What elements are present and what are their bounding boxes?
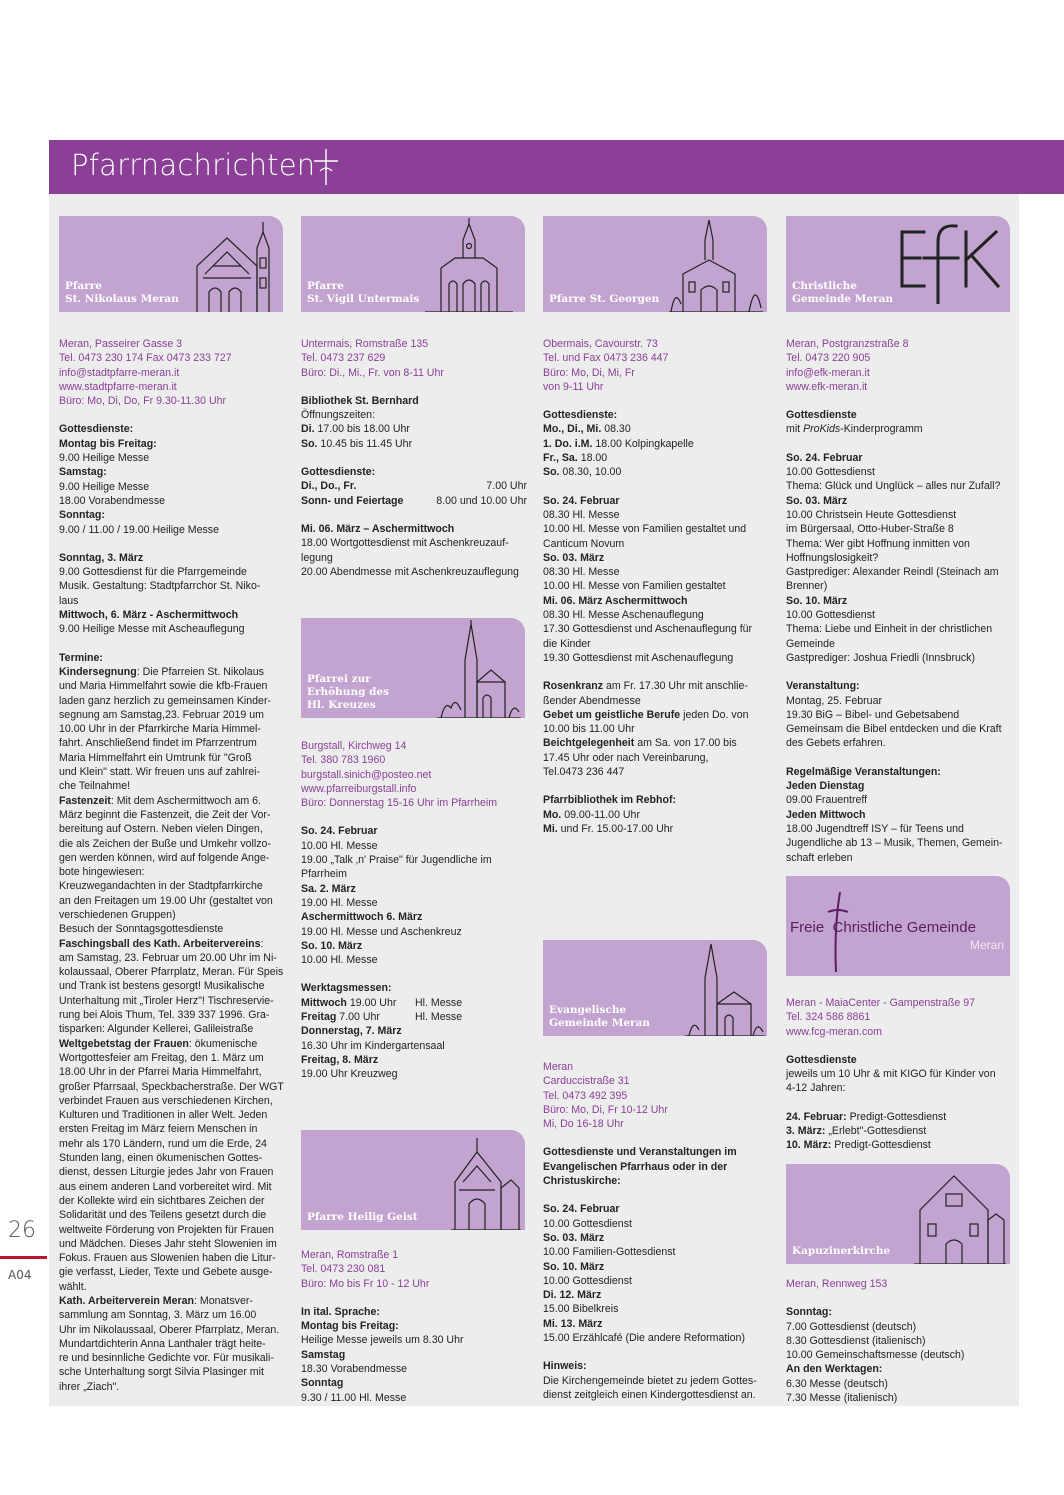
- website-link[interactable]: www.pfarreiburgstall.info: [301, 782, 417, 795]
- text-line: 10.00 Hl. Messe von Familien gestaltet: [543, 580, 726, 593]
- text-line: 8.30 Gottesdienst (italienisch): [786, 1334, 926, 1347]
- text-line: Mittwoch 19.00 Uhr Hl. Messe: [301, 996, 463, 1009]
- website-link[interactable]: www.stadtpfarre-meran.it: [59, 380, 177, 393]
- date-heading: Aschermittwoch 6. März: [301, 911, 423, 924]
- text-line: 19.00 Uhr Kreuzweg: [301, 1068, 398, 1081]
- website-link[interactable]: www.efk-meran.it: [786, 380, 868, 393]
- contact-line: Tel. 0473 220 905: [786, 352, 871, 365]
- text-line: mehr als 170 Ländern, rund um die Erde, 24: [59, 1137, 267, 1150]
- church-drawing-icon: [685, 942, 765, 1036]
- date-heading: Mi. 13. März: [543, 1317, 603, 1330]
- text-line: im Bürgersaal, Otto-Huber-Straße 8: [786, 523, 954, 536]
- text-line: 17.45 Uhr oder nach Vereinbarung,: [543, 751, 709, 764]
- text-line: Gebet um geistliche Berufe jeden Do. von: [543, 708, 749, 721]
- section-heading: Bibliothek St. Bernhard: [301, 394, 419, 407]
- contact-line: Büro: Donnerstag 15-16 Uhr im Pfarrheim: [301, 797, 498, 810]
- text-line: 19.00 „Talk ‚n' Praise" für Jugendliche im: [301, 854, 492, 867]
- text-line: 15.00 Erzählcafé (Die andere Reformation): [543, 1332, 745, 1345]
- date-heading: So. 03. März: [543, 551, 605, 564]
- contact-line: Tel. 0473 230 174 Fax 0473 233 727: [59, 352, 232, 365]
- parish-box-st-vigil: [301, 216, 525, 312]
- text-line: Beichtgelegenheit am Sa. von 17.00 bis: [543, 737, 737, 750]
- text-line: 19.30 Gottesdienst mit Aschenauflegung: [543, 651, 734, 664]
- efk-logo: [894, 220, 1006, 304]
- date-heading: So. 10. März: [786, 594, 848, 607]
- text-line: am Samstag, 23. Februar um 20.00 Uhr im Ni-: [59, 951, 277, 964]
- email-link[interactable]: info@efk-meran.it: [786, 366, 870, 379]
- text-line: 08.30 Hl. Messe Aschenauflegung: [543, 609, 704, 622]
- day-heading: Montag bis Freitag:: [301, 1320, 399, 1333]
- parish-box-fcg: [786, 876, 1010, 976]
- col2-text-c: [301, 1248, 527, 1405]
- text-line: 19.00 Hl. Messe und Aschenkreuz: [301, 925, 462, 938]
- day-heading: Samstag: [301, 1348, 346, 1361]
- text-line: Weltgebetstag der Frauen: ökumenische: [59, 1037, 258, 1050]
- text-line: Öffnungszeiten:: [301, 409, 376, 422]
- text-line: und Maria Himmelfahrt sowie die kfb-Frauen: [59, 680, 268, 693]
- parish-name: Kapuzinerkirche: [792, 1245, 891, 1257]
- date-heading: Mi. 06. März – Aschermittwoch: [301, 522, 455, 535]
- text-line: laus: [59, 594, 79, 607]
- text-line: 10.00 Hl. Messe: [301, 839, 378, 852]
- date-heading: So. 24. Februar: [301, 825, 378, 838]
- text-line: an den Freitagen um 19.00 Uhr (gestaltet von: [59, 894, 273, 907]
- parish-box-st-nikolaus: [59, 216, 283, 312]
- text-line: Thema: Wer gibt Hoffnung inmitten von: [786, 537, 970, 550]
- text-line: Kath. Arbeiterverein Meran: Monatsver-: [59, 1295, 253, 1307]
- day-heading: Jeden Dienstag: [786, 780, 865, 793]
- date-heading: Di. 12. März: [543, 1289, 602, 1302]
- text-line: die als Zeichen der Buße und Umkehr vollzo-: [59, 837, 271, 850]
- cross-icon: [311, 149, 341, 185]
- col1-text: [59, 337, 291, 1394]
- text-line: legung: [301, 551, 333, 564]
- parish-name: Pfarre St. Georgen: [549, 293, 660, 305]
- text-line: 10.00 Gottesdienst: [786, 466, 875, 479]
- text-line: Pfarrheim: [301, 868, 347, 881]
- church-drawing-icon: [669, 218, 763, 312]
- text-line: 10.00 Hl. Messe von Familien gestaltet und: [543, 523, 747, 536]
- section-heading: Gottesdienste: [786, 409, 857, 422]
- text-line: 18.30 Vorabendmesse: [301, 1363, 408, 1376]
- text-line: dienst zeitgleich einen Kindergottesdienst an.: [543, 1388, 756, 1401]
- church-drawing-icon: [914, 1166, 1006, 1264]
- item-heading: Kindersegnung: [59, 665, 137, 678]
- text-line: 10.00 Familien-Gottesdienst: [543, 1246, 676, 1259]
- parish-name: Pfarre Heilig Geist: [307, 1211, 418, 1223]
- contact-line: Büro: Di., Mi., Fr. von 8-11 Uhr: [301, 366, 444, 379]
- col3-text-b: [543, 1060, 771, 1402]
- parish-box-st-georgen: [543, 216, 767, 312]
- date-heading: So. 03. März: [786, 494, 848, 507]
- date-heading: So. 24. Februar: [543, 494, 620, 507]
- text-line: ersten Freitag im März feiern Menschen in: [59, 1123, 258, 1136]
- text-line: 09.00 Frauentreff: [786, 794, 868, 807]
- parish-name: Christliche Gemeinde Meran: [792, 280, 894, 305]
- contact-line: Meran, Passeirer Gasse 3: [59, 338, 183, 350]
- church-drawing-icon: [419, 218, 519, 312]
- text-line: Hoffnungslosigkeit?: [786, 551, 879, 564]
- text-line: 9.30 / 11.00 Hl. Messe: [301, 1391, 407, 1404]
- section-heading: Hinweis:: [543, 1360, 587, 1373]
- text-line: 18.00 Uhr in der Pfarrei Maria Himmelfahrt,: [59, 1066, 262, 1079]
- text-line: 19.00 Hl. Messe: [301, 896, 378, 909]
- day-heading: Sonntag: [301, 1377, 344, 1390]
- text-line: bereitung auf Ostern. Neben vielen Dingen,: [59, 823, 263, 836]
- section-heading: Termine:: [59, 651, 103, 664]
- parish-name: Pfarre St. Nikolaus Meran: [65, 280, 179, 305]
- text-line: März beginnt die Fastenzeit, die Zeit der Vor-: [59, 808, 271, 821]
- text-line: Besuch der Sonntagsgottesdienste: [59, 923, 224, 936]
- text-line: weltweite Förderung von Projekten für Frauen: [59, 1223, 274, 1236]
- section-heading: Pfarrbibliothek im Rebhof:: [543, 794, 677, 807]
- text-line: Gastprediger: Alexander Reindl (Steinach am: [786, 566, 999, 579]
- text-line: Di. 17.00 bis 18.00 Uhr: [301, 423, 410, 436]
- text-line: gen werden können, wird auf folgende Ange-: [59, 851, 270, 864]
- schedule-row: Di., Do., Fr. 7.00 Uhr: [301, 480, 527, 493]
- text-line: tisparken: Algunder Kellerei, Galileistraße: [59, 1023, 254, 1036]
- email-link[interactable]: burgstall.sinich@posteo.net: [301, 768, 432, 781]
- text-line: Musik. Gestaltung: Stadtpfarrchor St. Niko-: [59, 580, 261, 593]
- text-line: des Gebets erfahren.: [786, 737, 886, 750]
- text-line: Mi. und Fr. 15.00-17.00 Uhr: [543, 822, 674, 835]
- text-line: 16.30 Uhr im Kindergartensaal: [301, 1039, 445, 1052]
- text-line: rung bei Alois Thum, Tel. 339 337 1996. Gra-: [59, 1009, 270, 1022]
- schedule-line: 9.00 / 11.00 / 19.00 Heilige Messe: [59, 523, 219, 536]
- text-line: Uhr im Nikolaussaal, Oberer Pfarrplatz, Meran.: [59, 1323, 280, 1336]
- col4-text-c: [786, 1277, 1018, 1405]
- text-line: Die Kirchengemeinde bietet zu jedem Gottes-: [543, 1374, 757, 1387]
- text-line: sche Unterhaltung sorgt Silvia Plasinger mit: [59, 1366, 264, 1379]
- contact-line: Carduccistraße 31: [543, 1075, 630, 1088]
- text-line: 10.00 Gottesdienst: [786, 609, 875, 622]
- text-line: bote hingewiesen:: [59, 866, 145, 879]
- text-line: Kindersegnung: Die Pfarreien St. Nikolaus: [59, 665, 264, 678]
- contact-line: Büro: Mo, Di, Mi, Fr: [543, 366, 635, 379]
- contact-line: Untermais, Romstraße 135: [301, 338, 429, 350]
- text-line: Heilige Messe jeweils um 8.30 Uhr: [301, 1334, 464, 1347]
- text-line: Thema: Glück und Unglück – alles nur Zufall?: [786, 480, 1001, 493]
- text-line: ihrer „Ziach".: [59, 1380, 120, 1393]
- text-line: Maria Himmelfahrt ein Umtrunk für "Groß: [59, 751, 252, 764]
- text-line: 10.00 Gottesdienst: [543, 1274, 632, 1287]
- page-number-rule: [0, 1256, 47, 1259]
- parish-name: Pfarrei zur Erhöhung des Hl. Kreuzes: [307, 673, 390, 711]
- col3-text-a: [543, 337, 771, 836]
- text-line: Kulturen und Traditionen in aller Welt. Jeden: [59, 1109, 268, 1122]
- page-number: 26: [8, 1218, 36, 1243]
- section-heading: Gottesdienste:: [59, 423, 134, 436]
- date-heading: Sa. 2. März: [301, 882, 356, 895]
- date-heading: So. 24. Februar: [543, 1203, 620, 1216]
- contact-line: Meran, Rennweg 153: [786, 1278, 888, 1290]
- item-heading: Fastenzeit: [59, 794, 111, 807]
- text-line: Mo. 09.00-11.00 Uhr: [543, 808, 640, 821]
- col2-text-b: [301, 739, 527, 1082]
- text-line: Gastprediger: Joshua Friedli (Innsbruck): [786, 651, 976, 664]
- day-heading: Montag bis Freitag:: [59, 437, 157, 450]
- parish-box-evangelisch: [543, 940, 767, 1036]
- col4-text-b: [786, 996, 1018, 1153]
- text-line: Kreuzwegandachten in der Stadtpfarrkirche: [59, 880, 263, 893]
- text-line: 10. März: Predigt-Gottesdienst: [786, 1139, 931, 1152]
- text-line: 1. Do. i.M. 18.00 Kolpingkapelle: [543, 437, 694, 450]
- text-line: und Mädchen. Dieses Jahr steht Slowenien im: [59, 1237, 277, 1250]
- text-line: 7.30 Messe (italienisch): [786, 1392, 898, 1405]
- text-line: mit ProKids-Kinderprogramm: [786, 423, 923, 436]
- contact-line: Obermais, Cavourstr. 73: [543, 338, 658, 350]
- text-line: 10.00 bis 11.00 Uhr: [543, 723, 635, 736]
- day-heading: Jeden Mittwoch: [786, 808, 866, 821]
- text-line: Canticum Novum: [543, 537, 625, 550]
- text-line: Rosenkranz am Fr. 17.30 Uhr mit anschlie-: [543, 680, 748, 693]
- text-line: 08.30 Hl. Messe: [543, 508, 620, 521]
- contact-line: Meran - MaiaCenter - Gampenstraße 97: [786, 997, 975, 1009]
- email-link[interactable]: info@stadtpfarre-meran.it: [59, 366, 180, 379]
- text-line: Solidarität und des Teilens gesetzt durch die: [59, 1209, 267, 1222]
- text-line: 9.00 Gottesdienst für die Pfarrgemeinde: [59, 566, 247, 579]
- text-line: 10.00 Gottesdienst: [543, 1217, 632, 1230]
- text-line: fahrt. Anschließend findet im Pfarrzentrum: [59, 737, 257, 750]
- section-heading: Gottesdienste: [786, 1053, 857, 1066]
- text-line: verschiedenen Gruppen): [59, 908, 176, 921]
- page-title: Pfarrnachrichten: [71, 148, 316, 182]
- text-line: 20.00 Abendmesse mit Aschenkreuzauflegung: [301, 565, 519, 578]
- schedule-line: 9.00 Heilige Messe: [59, 452, 150, 465]
- text-line: Fastenzeit: Mit dem Aschermittwoch am 6.: [59, 794, 261, 807]
- text-line: 10.00 Uhr in der Pfarrkirche Maria Himmel-: [59, 723, 261, 736]
- contact-line: Tel. 324 586 8861: [786, 1011, 871, 1024]
- text-line: schaft erleben: [786, 851, 853, 864]
- text-line: So. 08.30, 10.00: [543, 466, 622, 479]
- date-heading: Freitag, 8. März: [301, 1053, 379, 1066]
- text-line: Fokus. Frauen aus Slowenien haben die Litur-: [59, 1252, 276, 1265]
- parish-box-efk: [786, 216, 1010, 312]
- text-line: Freitag 7.00 Uhr Hl. Messe: [301, 1011, 463, 1024]
- date-heading: Mi. 06. März Aschermittwoch: [543, 594, 688, 607]
- text-line: Gemeinde: [786, 637, 835, 650]
- text-line: 9.00 Heilige Messe mit Ascheauflegung: [59, 623, 245, 636]
- contact-line: Tel. 0473 230 081: [301, 1263, 386, 1276]
- text-line: Fr., Sa. 18.00: [543, 452, 608, 465]
- col4-text-a: [786, 337, 1018, 865]
- text-line: 3. März: „Erlebt"-Gottesdienst: [786, 1125, 927, 1138]
- contact-line: Tel. 0473 492 395: [543, 1089, 628, 1102]
- church-drawing-icon: [435, 620, 523, 718]
- contact-line: von 9-11 Uhr: [543, 380, 604, 393]
- day-heading: An den Werktagen:: [786, 1363, 883, 1376]
- text-line: So. 10.45 bis 11.45 Uhr: [301, 437, 413, 450]
- text-line: Tel.0473 236 447: [543, 766, 625, 779]
- col2-text-a: [301, 337, 527, 579]
- schedule-row: Sonn- und Feiertage 8.00 und 10.00 Uhr: [301, 494, 527, 507]
- text-line: 7.00 Gottesdienst (deutsch): [786, 1320, 917, 1333]
- text-line: Mo., Di., Mi. 08.30: [543, 423, 631, 436]
- parish-box-hl-kreuz: [301, 618, 525, 718]
- contact-line: Tel. 380 783 1960: [301, 754, 386, 767]
- date-heading: Donnerstag, 7. März: [301, 1025, 402, 1038]
- day-heading: Samstag:: [59, 466, 107, 479]
- text-line: Unterhaltung mit „Tiroler Herz"! Tischreservie-: [59, 994, 274, 1007]
- text-line: segnung am Samstag,23. Februar 2019 um: [59, 708, 264, 721]
- section-heading: Gottesdienste und Veranstaltungen im: [543, 1146, 737, 1159]
- text-line: Wortgottesfeier am Freitag, den 1. März um: [59, 1051, 264, 1064]
- section-heading: Evangelischen Pfarrhaus oder in der: [543, 1160, 728, 1173]
- section-heading: In ital. Sprache:: [301, 1305, 380, 1318]
- text-line: 10.00 Hl. Messe: [301, 954, 378, 967]
- section-heading: Christuskirche:: [543, 1175, 621, 1188]
- text-line: 18.00 Jugendtreff ISY – für Teens und: [786, 822, 964, 835]
- text-line: Jugendliche ab 13 – Musik, Themen, Gemein-: [786, 837, 1003, 850]
- contact-line: Meran: [543, 1061, 574, 1073]
- page-code: A04: [8, 1268, 32, 1282]
- text-line: Faschingsball des Kath. Arbeitervereins:: [59, 937, 264, 950]
- text-line: dienst, dessen Liturgie jedes Jahr von Frauen: [59, 1166, 274, 1179]
- section-heading: Veranstaltung:: [786, 680, 860, 693]
- parish-box-heilig-geist: [301, 1130, 525, 1230]
- text-line: gie verfasst, Lieder, Texte und Gebete ausge-: [59, 1266, 273, 1279]
- text-line: jeweils um 10 Uhr & mit KIGO für Kinder von: [786, 1068, 996, 1081]
- section-heading: Regelmäßige Veranstaltungen:: [786, 765, 941, 778]
- church-drawing-icon: [193, 218, 279, 312]
- date-heading: So. 10. März: [543, 1260, 605, 1273]
- text-line: 6.30 Messe (deutsch): [786, 1377, 888, 1390]
- contact-line: Büro: Mo, Di, Do, Fr 9.30-11.30 Uhr: [59, 395, 227, 408]
- section-banner: [49, 140, 1064, 194]
- website-link[interactable]: www.fcg-meran.com: [786, 1025, 882, 1038]
- contact-line: Tel. 0473 237 629: [301, 352, 386, 365]
- contact-line: Burgstall, Kirchweg 14: [301, 740, 407, 752]
- text-line: der Kollekte wird ein sichtbares Zeichen der: [59, 1194, 265, 1207]
- text-line: 08.30 Hl. Messe: [543, 566, 620, 579]
- text-line: aus einem anderen Land vorbereitet wird. Mit: [59, 1180, 272, 1193]
- text-line: che Teilnahme!: [59, 780, 131, 793]
- text-line: 15.00 Bibelkreis: [543, 1303, 619, 1316]
- item-heading: Kath. Arbeiterverein Meran: [59, 1295, 195, 1307]
- text-line: re und besinnliche Gedichte vor. Für musikali-: [59, 1352, 274, 1365]
- section-heading: Gottesdienste:: [543, 409, 618, 422]
- contact-line: Mi, Do 16-18 Uhr: [543, 1118, 624, 1131]
- parish-box-kapuziner: [786, 1164, 1010, 1264]
- section-heading: Werktagsmessen:: [301, 982, 392, 995]
- text-line: Montag, 25. Februar: [786, 694, 882, 707]
- text-line: Brenner): [786, 580, 828, 593]
- church-drawing-icon: [449, 1132, 521, 1230]
- text-line: verbindet Frauen aus verschiedenen Kirchen,: [59, 1094, 273, 1107]
- schedule-line: 18.00 Vorabendmesse: [59, 494, 166, 507]
- text-line: sammlung am Sonntag, 3. März um 16.00: [59, 1309, 257, 1322]
- text-line: 17.30 Gottesdienst und Aschenauflegung für: [543, 623, 753, 636]
- contact-line: Büro: Mo bis Fr 10 - 12 Uhr: [301, 1277, 430, 1290]
- schedule-line: 9.00 Heilige Messe: [59, 480, 150, 493]
- date-heading: So. 10. März: [301, 939, 363, 952]
- text-line: Mundartdichterin Anna Lanthaler trägt heite-: [59, 1337, 266, 1350]
- contact-line: Meran, Romstraße 1: [301, 1249, 399, 1261]
- date-heading: So. 03. März: [543, 1231, 605, 1244]
- text-line: 4-12 Jahren:: [786, 1082, 846, 1095]
- section-heading: Gottesdienste:: [301, 466, 376, 479]
- text-line: 18.00 Wortgottesdienst mit Aschenkreuzauf-: [301, 537, 509, 550]
- text-line: und Klein" statt. Wir freuen uns auf zahlrei-: [59, 766, 261, 779]
- parish-name: Pfarre St. Vigil Untermais: [307, 280, 420, 305]
- contact-line: Tel. und Fax 0473 236 447: [543, 352, 669, 365]
- date-heading: Mittwoch, 6. März - Aschermittwoch: [59, 609, 239, 622]
- text-line: ßender Abendmesse: [543, 694, 641, 707]
- day-heading: Sonntag:: [786, 1306, 832, 1319]
- text-line: 19.30 BiG – Bibel- und Gebetsabend: [786, 708, 960, 721]
- date-heading: Sonntag, 3. März: [59, 551, 144, 564]
- text-line: 10.00 Christsein Heute Gottesdienst: [786, 508, 957, 521]
- text-line: großer Pfarrsaal, Speckbacherstraße. Der WGT: [59, 1080, 284, 1093]
- text-line: Gemeinsam die Bibel entdecken und die Kraft: [786, 723, 1002, 736]
- text-line: laden ganz herzlich zu gemeinsamen Kinder-: [59, 694, 271, 707]
- fcg-logo-text: Freie Christliche Gemeinde: [790, 919, 976, 936]
- text-line: die Kinder: [543, 637, 591, 650]
- text-line: Stunden lang, einen ökumenischen Gottes-: [59, 1152, 263, 1165]
- parish-name: Evangelische Gemeinde Meran: [549, 1004, 651, 1029]
- item-heading: Weltgebetstag der Frauen: [59, 1037, 189, 1050]
- text-line: und Trank ist bestens gesorgt! Musikalische: [59, 980, 265, 993]
- item-heading: Faschingsball des Kath. Arbeitervereins: [59, 937, 261, 950]
- fcg-logo-city: Meran: [969, 938, 1004, 952]
- day-heading: Sonntag:: [59, 509, 105, 522]
- text-line: 24. Februar: Predigt-Gottesdienst: [786, 1110, 947, 1123]
- text-line: 10.00 Gemeinschaftsmesse (deutsch): [786, 1349, 965, 1362]
- text-line: Thema: Liebe und Einheit in der christlichen: [786, 623, 993, 636]
- contact-line: Meran, Postgranzstraße 8: [786, 338, 909, 350]
- contact-line: Büro: Mo, Di, Fr 10-12 Uhr: [543, 1103, 668, 1116]
- text-line: kolaussaal, Oberer Pfarrplatz, Meran. Für Speis: [59, 966, 284, 979]
- text-line: wählt.: [59, 1280, 87, 1293]
- date-heading: So. 24. Februar: [786, 451, 863, 464]
